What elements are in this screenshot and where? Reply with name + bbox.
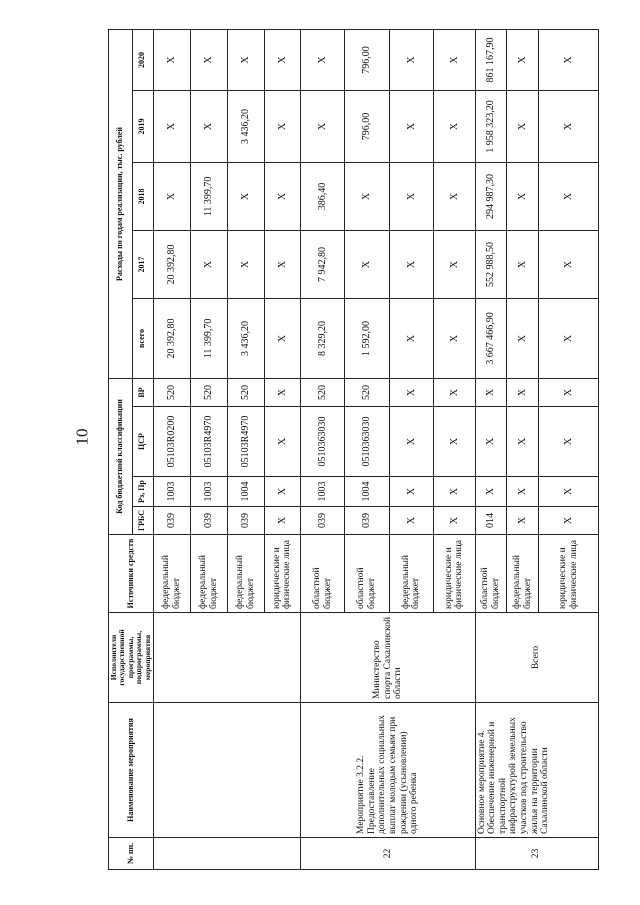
header-name: Наименование мероприятия [109,703,154,838]
vr-cell: 520 [153,378,190,406]
page-number: 10 [72,428,92,446]
rzpr-cell: X [389,477,433,507]
y2019-cell: X [539,90,599,162]
header-rzpr: Рз, Пр [132,477,153,507]
y2017-cell: X [345,230,390,298]
source-cell: областной бюджет [475,535,506,613]
rzpr-cell: 1004 [228,477,265,507]
source-cell: федеральный бюджет [389,535,433,613]
y2018-cell: X [539,162,599,230]
total-cell: 11 399,70 [190,298,228,378]
y2018-cell: X [153,162,190,230]
source-cell: федеральный бюджет [190,535,228,613]
rzpr-cell: 1003 [301,477,345,507]
total-cell: X [433,298,475,378]
y2020-cell: X [153,29,190,90]
total-cell: X [264,298,301,378]
y2019-cell: X [301,90,345,162]
rzpr-cell: X [264,477,301,507]
csr-cell: X [475,407,506,477]
source-cell: областной бюджет [301,535,345,613]
source-cell: юридические и физические лица [433,535,475,613]
y2017-cell: X [506,230,538,298]
y2020-cell: X [506,29,538,90]
vr-cell: 520 [190,378,228,406]
y2017-cell: X [539,230,599,298]
csr-cell: X [433,407,475,477]
y2020-cell: X [301,29,345,90]
rotated-table-wrapper [108,30,596,870]
row-no-23: 23 [475,838,598,870]
y2018-cell: X [264,162,301,230]
vr-cell: X [264,378,301,406]
grbs-cell: X [389,507,433,535]
row-name-22: Мероприятие 3.2.2. Предоставление дополнительных социальных выплат молодым семьям при рождении (усыновлении) одного ребенка [301,703,475,838]
y2018-cell: 11 399,70 [190,162,228,230]
header-executor: Исполнители государственной программы, подпрограммы, мероприятия [109,613,154,703]
csr-cell: X [539,407,599,477]
row-name-cont [153,703,300,838]
grbs-cell: X [264,507,301,535]
y2018-cell: X [389,162,433,230]
header-2017: 2017 [132,230,153,298]
csr-cell: 0510363030 [301,407,345,477]
source-cell: федеральный бюджет [506,535,538,613]
grbs-cell: 039 [345,507,390,535]
y2017-cell: 20 392,80 [153,230,190,298]
y2019-cell: X [153,90,190,162]
vr-cell: X [475,378,506,406]
y2017-cell: X [389,230,433,298]
row-executor-22: Министерство спорта Сахалинской области [301,613,475,703]
table-row [475,29,506,869]
y2017-cell: 7 942,80 [301,230,345,298]
grbs-cell: 039 [228,507,265,535]
total-cell: 3 667 466,90 [475,298,506,378]
y2018-cell: X [228,162,265,230]
rzpr-cell: 1004 [345,477,390,507]
row-name-23: Основное мероприятие 4. Обеспечение инженерной и транспортной инфраструктурой земельных участков под строительство жилья на территории Сахалинской области [475,703,598,838]
y2020-cell: X [539,29,599,90]
grbs-cell: 039 [301,507,345,535]
y2020-cell: X [389,29,433,90]
y2018-cell: X [506,162,538,230]
vr-cell: 520 [345,378,390,406]
row-executor-cont [153,613,300,703]
vr-cell: 520 [301,378,345,406]
y2019-cell: 796,00 [345,90,390,162]
total-cell: X [506,298,538,378]
grbs-cell: X [539,507,599,535]
header-expenses: Расходы по годам реализации, тыс. рублей [109,29,133,378]
y2018-cell: 294 987,30 [475,162,506,230]
y2017-cell: X [433,230,475,298]
vr-cell: 520 [228,378,265,406]
source-cell: федеральный бюджет [153,535,190,613]
csr-cell: X [506,407,538,477]
header-2020: 2020 [132,29,153,90]
source-cell: областной бюджет [345,535,390,613]
rzpr-cell: 1003 [153,477,190,507]
header-source: Источники средств [109,535,154,613]
total-cell: 20 392,80 [153,298,190,378]
source-cell: юридические и физические лица [264,535,301,613]
header-vr: ВР [132,378,153,406]
header-csr: ЦСР [132,407,153,477]
rzpr-cell: X [506,477,538,507]
y2019-cell: X [264,90,301,162]
csr-cell: X [264,407,301,477]
rzpr-cell: X [433,477,475,507]
rzpr-cell: 1003 [190,477,228,507]
csr-cell: 05103R4970 [228,407,265,477]
header-budget-code: Код бюджетной классификации [109,378,133,534]
header-2019: 2019 [132,90,153,162]
table-row [301,29,345,869]
grbs-cell: 039 [153,507,190,535]
header-total: всего [132,298,153,378]
vr-cell: X [539,378,599,406]
header-row-1 [109,29,133,869]
csr-cell: 05103R0200 [153,407,190,477]
vr-cell: X [506,378,538,406]
y2017-cell: X [190,230,228,298]
grbs-cell: X [433,507,475,535]
y2019-cell: X [389,90,433,162]
y2017-cell: X [228,230,265,298]
y2018-cell: 386,40 [301,162,345,230]
y2019-cell: 1 958 323,20 [475,90,506,162]
expenses-table [108,29,599,870]
y2020-cell: X [433,29,475,90]
header-no: № пп. [109,838,154,870]
y2019-cell: 3 436,20 [228,90,265,162]
vr-cell: X [389,378,433,406]
y2020-cell: X [190,29,228,90]
rzpr-cell: X [475,477,506,507]
y2020-cell: X [264,29,301,90]
source-cell: федеральный бюджет [228,535,265,613]
y2020-cell: 796,00 [345,29,390,90]
y2020-cell: X [228,29,265,90]
total-cell: 3 436,20 [228,298,265,378]
y2017-cell: X [264,230,301,298]
total-cell: 1 592,00 [345,298,390,378]
row-no-22: 22 [301,838,475,870]
grbs-cell: X [506,507,538,535]
header-2018: 2018 [132,162,153,230]
csr-cell: 0510363030 [345,407,390,477]
row-executor-23: Всего [475,613,598,703]
y2017-cell: 552 988,50 [475,230,506,298]
csr-cell: 05103R4970 [190,407,228,477]
total-cell: X [539,298,599,378]
vr-cell: X [433,378,475,406]
y2019-cell: X [433,90,475,162]
grbs-cell: 014 [475,507,506,535]
y2018-cell: X [433,162,475,230]
total-cell: 8 329,20 [301,298,345,378]
source-cell: юридические и физические лица [539,535,599,613]
table-row [153,29,190,869]
y2018-cell: X [345,162,390,230]
csr-cell: X [389,407,433,477]
rzpr-cell: X [539,477,599,507]
total-cell: X [389,298,433,378]
y2019-cell: X [190,90,228,162]
row-no-cont [153,838,300,870]
y2020-cell: 861 167,90 [475,29,506,90]
header-grbs: ГРБС [132,507,153,535]
y2019-cell: X [506,90,538,162]
grbs-cell: 039 [190,507,228,535]
